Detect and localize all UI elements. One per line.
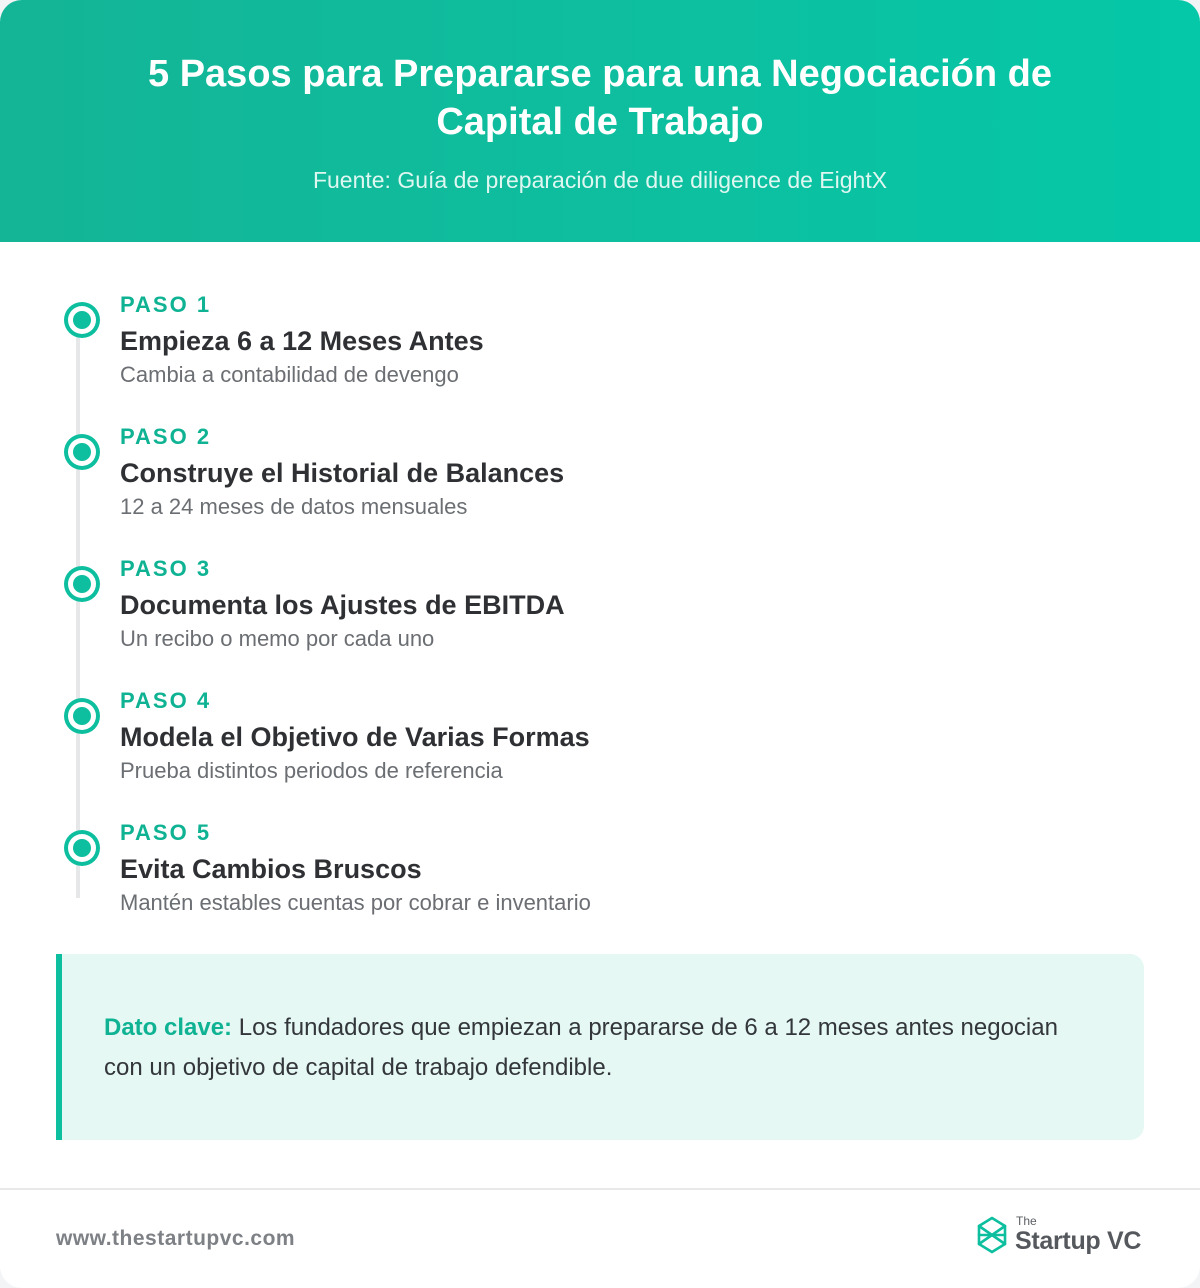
step-title: Empieza 6 a 12 Meses Antes: [120, 326, 484, 356]
key-fact-text: [104, 1008, 1084, 1088]
step-title: Modela el Objetivo de Varias Formas: [120, 722, 590, 752]
step-marker-icon: [64, 566, 100, 602]
step-marker-icon: [64, 830, 100, 866]
step-marker-icon: [64, 698, 100, 734]
step-description: Mantén estables cuentas por cobrar e inventario: [120, 890, 591, 915]
header-banner: [0, 0, 1200, 242]
step-4: [0, 688, 1100, 808]
key-fact-label: Dato clave:: [104, 1014, 233, 1041]
brand-logo: [974, 1212, 1154, 1258]
step-description: 12 a 24 meses de datos mensuales: [120, 494, 468, 519]
page-title: 5 Pasos para Prepararse para una Negociación de Capital de Trabajo: [148, 53, 1052, 143]
logo-wordmark: Startup VC: [1015, 1227, 1142, 1255]
step-title: Evita Cambios Bruscos: [120, 854, 422, 884]
step-marker-icon: [64, 434, 100, 470]
step-marker-icon: [64, 302, 100, 338]
step-title: Documenta los Ajustes de EBITDA: [120, 590, 565, 620]
step-description: Prueba distintos periodos de referencia: [120, 758, 503, 783]
step-label: PASO 1: [120, 292, 212, 317]
step-5: [0, 820, 1100, 940]
step-label: PASO 5: [120, 820, 212, 845]
step-description: Cambia a contabilidad de devengo: [120, 362, 459, 387]
step-description: Un recibo o memo por cada uno: [120, 626, 435, 651]
key-fact-callout: [56, 954, 1144, 1140]
step-1: [0, 292, 1100, 412]
footer-website-link[interactable]: www.thestartupvc.com: [56, 1227, 296, 1250]
source-subtitle: Fuente: Guía de preparación de due diligence de EightX: [312, 167, 888, 193]
footer-divider: [0, 1188, 1200, 1190]
step-label: PASO 4: [120, 688, 212, 713]
step-2: [0, 424, 1100, 544]
step-3: [0, 556, 1100, 676]
step-title: Construye el Historial de Balances: [120, 458, 565, 488]
key-fact-body: Los fundadores que empiezan a prepararse de 6 a 12 meses antes negocian con un objetivo de capital de trabajo defendible.: [104, 1014, 1058, 1081]
step-label: PASO 2: [120, 424, 212, 449]
logo-prefix: The: [1016, 1214, 1037, 1228]
startupvc-logo-icon: [974, 1216, 1010, 1254]
step-label: PASO 3: [120, 556, 212, 581]
